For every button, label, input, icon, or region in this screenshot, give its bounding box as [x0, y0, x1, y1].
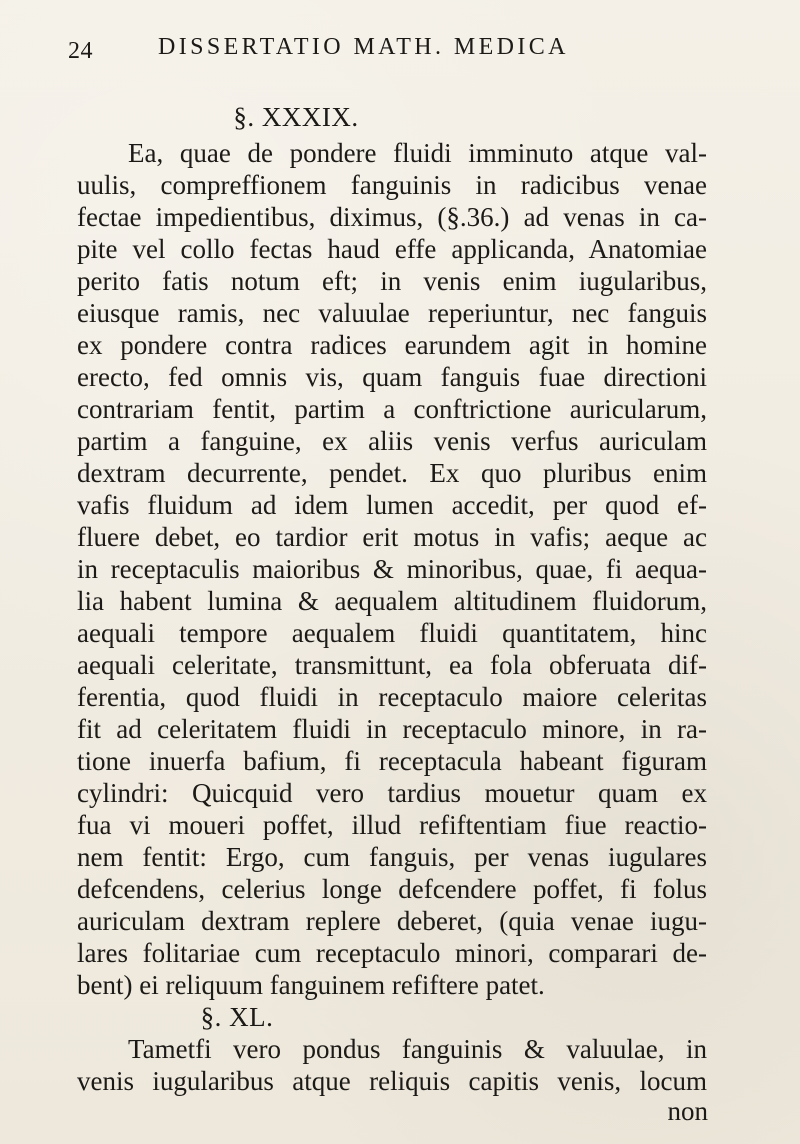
paragraph-line-16: aequali tempore aequalem fluidi quantitatem, hinc — [77, 618, 707, 648]
paragraph-line-10: partim a fanguine, ex aliis venis verfus auriculam — [77, 426, 707, 456]
paragraph-line-21: cylindri: Quicquid vero tardius mouetur quam ex — [77, 778, 707, 808]
paragraph-line-18: ferentia, quod fluidi in receptaculo maiore celeritas — [77, 682, 707, 712]
paragraph-line-5: perito fatis notum eft; in venis enim iugularibus, — [77, 266, 707, 296]
paragraph-line-24: defcendens, celerius longe defcendere poffet, fi folus — [77, 874, 707, 904]
paragraph-line-27: bent) ei reliquum fanguinem refiftere patet. — [77, 970, 545, 1000]
page-header — [68, 34, 708, 68]
section-heading-xl: §. XL. — [200, 1002, 274, 1032]
paragraph-line-6: eiusque ramis, nec valuulae reperiuntur, nec fanguis — [77, 298, 707, 328]
paragraph-line-15: lia habent lumina & aequalem altitudinem fluidorum, — [77, 586, 707, 616]
section-xl-line-2: venis iugularibus atque reliquis capitis venis, locum — [77, 1066, 707, 1096]
paragraph-line-14: in receptaculis maioribus & minoribus, quae, fi aequa- — [77, 554, 707, 584]
running-head: DISSERTATIO MATH. MEDICA — [158, 34, 569, 60]
paragraph-line-9: contrariam fentit, partim a conftrictione auricularum, — [77, 394, 707, 424]
paragraph-line-20: tione inuerfa bafium, fi receptacula habeant figuram — [77, 746, 707, 776]
paragraph-line-12: vafis fluidum ad idem lumen accedit, per quod ef- — [77, 490, 707, 520]
paragraph-line-23: nem fentit: Ergo, cum fanguis, per venas iugulares — [77, 842, 707, 872]
catchword: non — [667, 1096, 708, 1126]
paragraph-line-13: fluere debet, eo tardior erit motus in vafis; aeque ac — [77, 522, 707, 552]
section-xl-line-1: Tametfi vero pondus fanguinis & valuulae, in — [128, 1034, 707, 1064]
paragraph-line-7: ex pondere contra radices earundem agit in homine — [77, 330, 707, 360]
paragraph-line-1: Ea, quae de pondere fluidi imminuto atque val- — [128, 138, 707, 168]
paragraph-line-22: fua vi moueri poffet, illud refiftentiam fiue reactio- — [77, 810, 707, 840]
paragraph-line-4: pite vel collo fectas haud effe applicanda, Anatomiae — [77, 234, 707, 264]
paragraph-line-19: fit ad celeritatem fluidi in receptaculo minore, in ra- — [77, 714, 707, 744]
page-number: 24 — [68, 38, 93, 64]
paragraph-line-3: fectae impedientibus, diximus, (§.36.) ad venas in ca- — [77, 202, 707, 232]
paragraph-line-11: dextram decurrente, pendet. Ex quo pluribus enim — [77, 458, 707, 488]
section-heading-xxxix: §. XXXIX. — [233, 102, 359, 132]
paragraph-line-25: auriculam dextram replere deberet, (quia venae iugu- — [77, 906, 707, 936]
paragraph-line-17: aequali celeritate, transmittunt, ea fola obferuata dif- — [77, 650, 707, 680]
paragraph-line-2: uulis, compreffionem fanguinis in radicibus venae — [77, 170, 707, 200]
paragraph-line-26: lares folitariae cum receptaculo minori, comparari de- — [77, 938, 707, 968]
paragraph-line-8: erecto, fed omnis vis, quam fanguis fuae directioni — [77, 362, 707, 392]
